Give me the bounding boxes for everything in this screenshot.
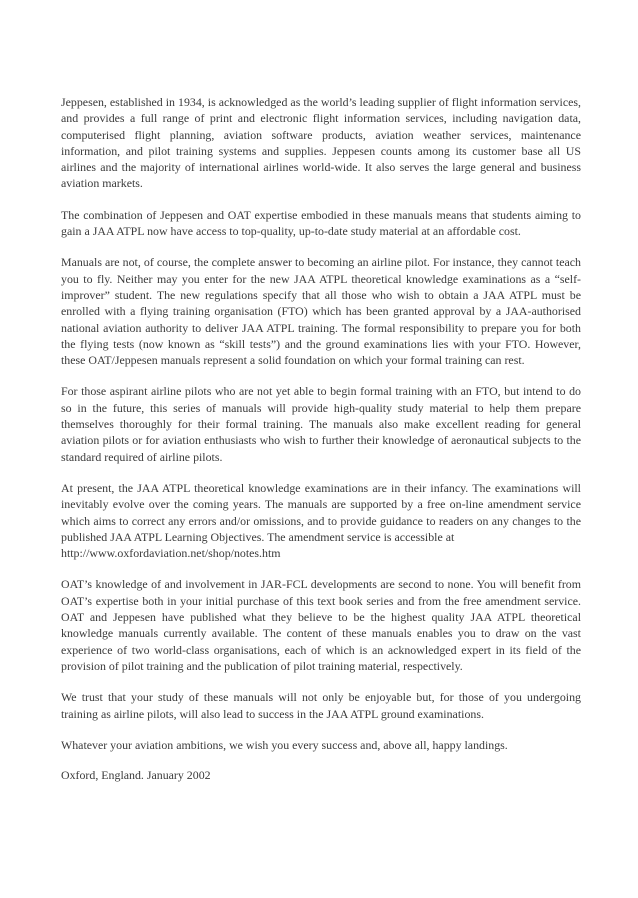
amendment-service-text: At present, the JAA ATPL theoretical knowledge examinations are in their infancy. The examinations will inevitably evolve over the coming years. The manuals are supported by a free on-line amendment service which aims to correct any errors and/or omissions, and to provide guidance to readers on any changes to the published JAA ATPL Learning Objectives. The amendment service is accessible at [61,480,581,544]
amendment-service-url: http://www.oxfordaviation.net/shop/notes.htm [61,546,281,561]
signoff-line: Oxford, England. January 2002 [61,768,211,783]
paragraph-trust: We trust that your study of these manuals will not only be enjoyable but, for those of you undergoing training as airline pilots, will also lead to success in the JAA ATPL ground examinations. [61,690,581,721]
paragraph-amendment-service [61,480,581,561]
paragraph-happy-landings: Whatever your aviation ambitions, we wish you every success and, above all, happy landings. [61,737,508,752]
paragraph-jeppesen-intro: Jeppesen, established in 1934, is acknowledged as the world’s leading supplier of flight information services, and provides a full range of print and electronic flight information services, including navigation data, computerised flight planning, aviation software products, aviation weather services, maintenance information, and pilot training systems and supplies. Jeppesen counts among its customer base all US airlines and the majority of international airlines world-wide. It also serves the large general and business aviation markets. [61,95,581,191]
paragraph-manuals-not-complete: Manuals are not, of course, the complete answer to becoming an airline pilot. For instance, they cannot teach you to fly. Neither may you enter for the new JAA ATPL theoretical knowledge examinations as a “self-improver” student. The new regulations specify that all those who wish to obtain a JAA ATPL must be enrolled with a flying training organisation (FTO) which has been granted approval by a JAA-authorised national aviation authority to deliver JAA ATPL training. The formal responsibility to prepare you for both the flying tests (now known as “skill tests”) and the ground examinations lies with your FTO. However, these OAT/Jeppesen manuals represent a solid foundation on which your formal training can rest. [61,255,581,368]
paragraph-combination: The combination of Jeppesen and OAT expertise embodied in these manuals means that students aiming to gain a JAA ATPL now have access to top-quality, up-to-date study material at an affordable cost. [61,207,581,239]
document-body [61,94,581,783]
paragraph-oat-knowledge: OAT’s knowledge of and involvement in JAR-FCL developments are second to none. You will benefit from OAT’s expertise both in your initial purchase of this text book series and from the free amendment service. OAT and Jeppesen have published what they believe to be the highest quality JAA ATPL theoretical knowledge manuals currently available. The content of these manuals enables you to draw on the vast experience of two world-class organisations, each of which is an acknowledged expert in its field of the provision of pilot training and the publication of pilot training material, respectively. [61,577,581,673]
paragraph-aspirant-pilots: For those aspirant airline pilots who are not yet able to begin formal training with an FTO, but intend to do so in the future, this series of manuals will provide high-quality study material to help them prepare themselves thoroughly for their formal training. The manuals also make excellent reading for general aviation pilots or for aviation enthusiasts who wish to further their knowledge of aeronautical subjects to the standard required of airline pilots. [61,384,581,464]
